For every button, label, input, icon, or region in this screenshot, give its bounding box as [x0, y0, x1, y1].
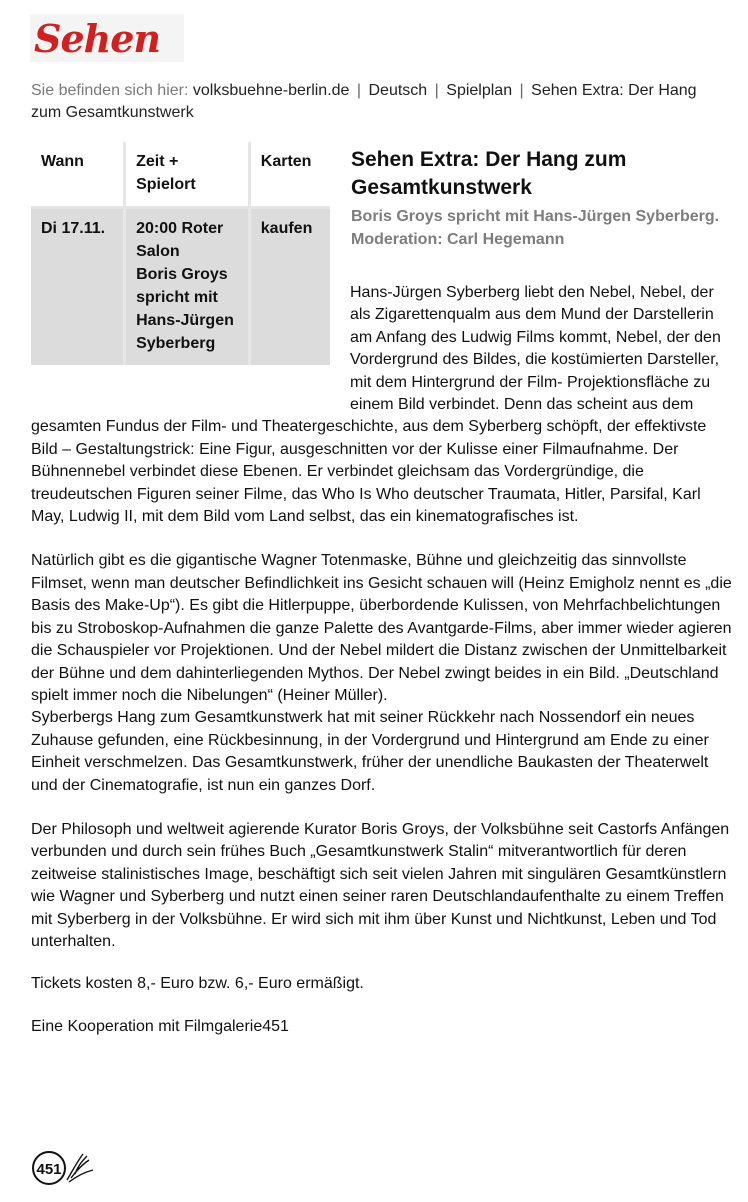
sehen-logo[interactable]	[30, 14, 184, 62]
logo-451-text: 451	[36, 1161, 62, 1178]
header-zeit-spielort: Zeit + Spielort	[125, 142, 250, 208]
breadcrumb-separator: |	[519, 82, 524, 99]
breadcrumb-label: Sie befinden sich hier:	[31, 82, 189, 99]
breadcrumb-link-spielplan[interactable]: Spielplan	[446, 82, 513, 99]
breadcrumb	[31, 80, 731, 124]
logo-text: Sehen	[34, 16, 161, 61]
paragraph-1: Hans-Jürgen Syberberg liebt den Nebel, Nebel, der als Zigarettenqualm aus dem Mund der Darstellerin am Anfang des Ludwig Films kommt, Nebel, der den Vordergrund des Bildes, die kostümierten Darsteller, mit dem Hintergrund der Film- Projektionsfläche zu einem Bild verbindet. Denn das scheint aus dem gesamten Fundus der Film- und Theatergeschichte, aus dem Syberberg schöpft, der effektivste Bild – Gestaltungstrick: Eine Figur, ausgeschnitten vor der Kulisse einer Filmaufnahme. Der Bühnennebel verbindet diese Ebenen. Er verbindet gleichsam das Vordergründige, die treudeutschen Figuren seiner Filme, das Who Is Who deutscher Traumata, Hitler, Parsifal, Karl May, Ludwig II, mit dem Bild vom Land selbst, das ein kinematografisches ist.	[31, 284, 721, 526]
event-description: Boris Groys spricht mit Hans-Jürgen Syberberg	[136, 266, 234, 352]
event-subtitle: Boris Groys spricht mit Hans-Jürgen Syberberg. Moderation: Carl Hegemann	[351, 208, 720, 248]
event-title: Sehen Extra: Der Hang zum Gesamtkunstwerk	[351, 148, 627, 199]
paragraph-2: Natürlich gibt es die gigantische Wagner Totenmaske, Bühne und gleichzeitig das sinnvollste Filmset, wenn man deutscher Befindlichkeit ins Gesicht schauen will (Heinz Emigholz nennt es „die Basis des Make-Up“). Es gibt die Hitlerpuppe, überbordende Kulissen, von Mehrfachbelichtungen bis zu Stroboskop-Aufnahmen die ganze Palette des Avantgarde-Films, aber immer wieder agieren die Schauspieler vor Projektionen. Und der Nebel mildert die Distanz zwischen der Unmittelbarkeit der Bühne und dem dahinterliegenden Mythos. Der Nebel zwingt beides in ein Bild. „Deutschland spielt immer noch die Nibelungen“ (Heiner Müller).	[31, 552, 732, 704]
tickets-info: Tickets kosten 8,- Euro bzw. 6,- Euro ermäßigt.	[31, 975, 364, 993]
cooperation-info: Eine Kooperation mit Filmgalerie451	[31, 1017, 289, 1035]
breadcrumb-link-home[interactable]: volksbuehne-berlin.de	[192, 82, 350, 99]
buy-ticket-link[interactable]: kaufen	[260, 220, 313, 237]
article-body	[31, 282, 736, 1038]
paragraph-3: Syberbergs Hang zum Gesamtkunstwerk hat mit seiner Rückkehr nach Nossendorf ein neues Zuhause gefunden, eine Rückbesinnung, in der Vordergrund und Hintergrund am Ende zu einer Einheit verschmelzen. Das Gesamtkunstwerk, früher der unendliche Baukasten der Theaterwelt und der Cinematografie, ist nun ein ganzes Dorf.	[31, 709, 709, 794]
table-header-row	[31, 142, 330, 208]
breadcrumb-link-deutsch[interactable]: Deutsch	[368, 82, 428, 99]
header-karten: Karten	[249, 142, 330, 208]
paragraph-4: Der Philosoph und weltweit agierende Kurator Boris Groys, der Volksbühne seit Castorfs Anfängen verbunden und durch sein frühes Buch „Gesamtkunstwerk Stalin“ mitverantwortlich für deren zeitweise stalinistisches Image, beschäftigt sich seit vielen Jahren mit singulären Gesamtkünstlern wie Wagner und Syberberg und nutzt einen seiner raren Deutschlandaufenthalte zu einem Treffen mit Syberberg in der Volksbühne. Er wird sich mit ihm über Kunst und Nichtkunst, Leben und Tod unterhalten.	[31, 820, 730, 950]
time-place: 20:00 Roter Salon	[136, 220, 224, 260]
flame-icon	[67, 1154, 93, 1182]
cell-date: Di 17.11.	[31, 208, 125, 366]
header-wann: Wann	[31, 142, 125, 208]
breadcrumb-separator: |	[356, 82, 362, 99]
breadcrumb-current: Sehen Extra: Der Hang zum Gesamtkunstwerk	[31, 82, 697, 121]
filmgalerie-451-logo[interactable]	[31, 1148, 95, 1188]
breadcrumb-separator: |	[434, 82, 439, 99]
